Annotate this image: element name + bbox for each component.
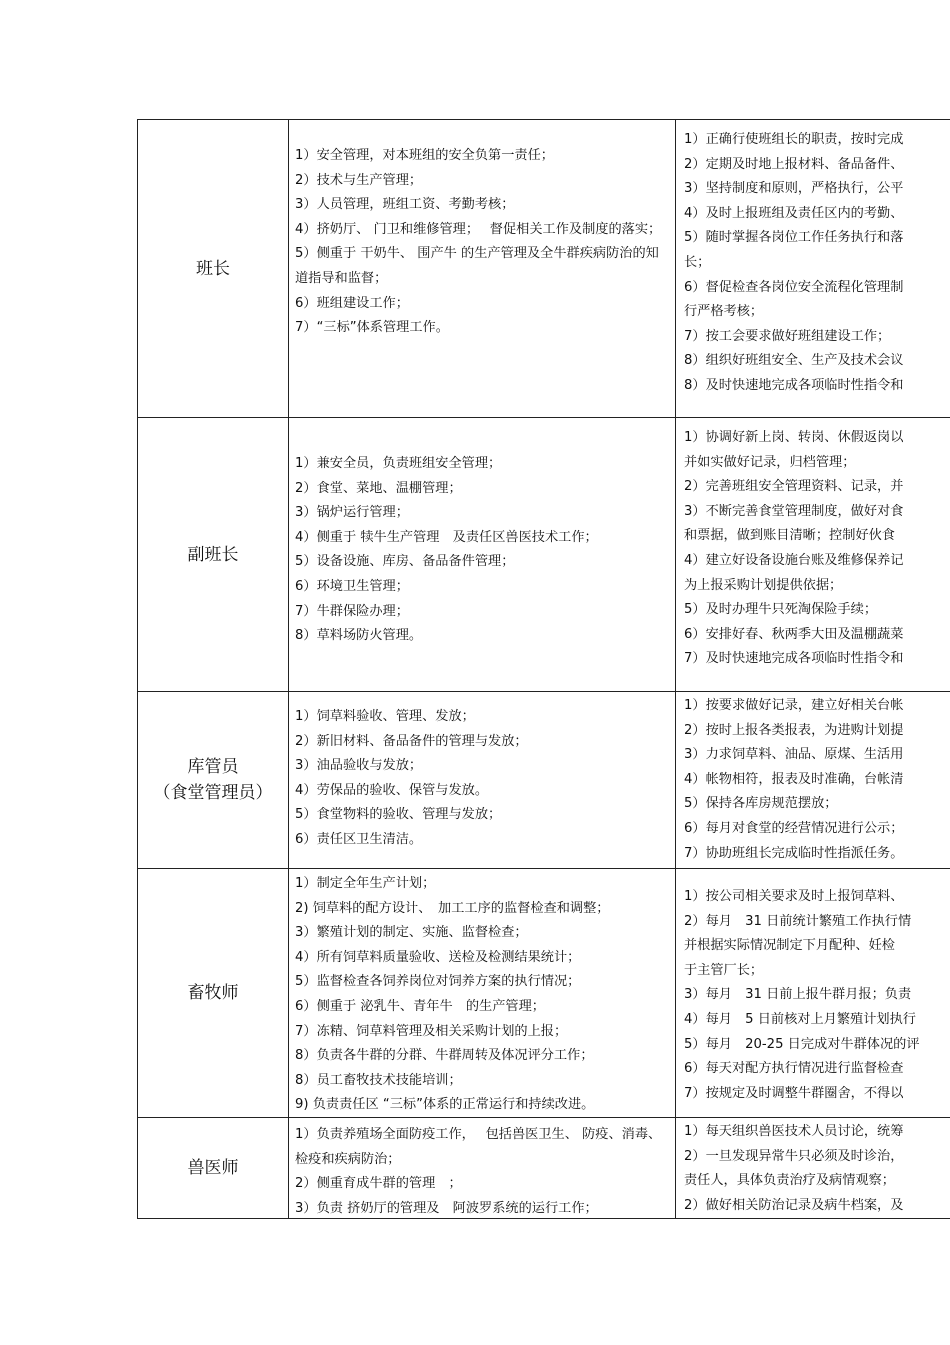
role-cell bbox=[138, 869, 289, 1118]
duty-item: 7）冻精、饲草料管理及相关采购计划的上报； bbox=[295, 1023, 568, 1039]
responsibility-item: 2）定期及时地上报材料、备品备件、 bbox=[684, 156, 904, 172]
responsibility-item: 4）建立好设备设施台账及维修保养记 bbox=[684, 552, 904, 568]
responsibility-item: 1）按要求做好记录，建立好相关台帐 bbox=[684, 698, 904, 713]
responsibility-item: 5）及时办理牛只死淘保险手续； bbox=[684, 602, 878, 618]
responsibility-item: 7）协助班组长完成临时性指派任务。 bbox=[684, 845, 904, 861]
responsibilities-cell bbox=[676, 120, 950, 418]
duty-item: 3）繁殖计划的制定、实施、监督检查； bbox=[295, 925, 528, 941]
duties-cell bbox=[289, 692, 676, 869]
table-body bbox=[138, 120, 950, 1219]
duty-item: 6）侧重于 泌乳牛、青年牛 的生产管理； bbox=[295, 998, 545, 1014]
duty-item: 4）劳保品的验收、保管与发放。 bbox=[295, 782, 489, 798]
responsibility-item: 3）不断完善食堂管理制度，做好对食 bbox=[684, 503, 904, 519]
responsibility-item: 6）安排好春、秋两季大田及温棚蔬菜 bbox=[684, 626, 904, 642]
duties-cell bbox=[289, 418, 676, 692]
duty-item: 7）“三标”体系管理工作。 bbox=[295, 320, 449, 336]
role-name: （食堂管理员） bbox=[153, 783, 273, 803]
table-row-deputy-leader bbox=[138, 418, 950, 692]
role-cell bbox=[138, 120, 289, 418]
responsibility-item: 8）组织好班组安全、生产及技术会议 bbox=[684, 353, 904, 369]
role-cell bbox=[138, 692, 289, 869]
role-name: 副班长 bbox=[187, 544, 239, 565]
responsibility-item: 5）保持各库房规范摆放； bbox=[684, 796, 838, 812]
duty-item: 2) 饲草料的配方设计、 加工工序的监督检查和调整； bbox=[295, 900, 610, 916]
duty-item: 7）牛群保险办理； bbox=[295, 603, 409, 619]
responsibility-item: 于主管厂长； bbox=[684, 962, 764, 978]
role-name: 畜牧师 bbox=[187, 983, 239, 1003]
responsibility-item: 责任人，具体负责治疗及病情观察； bbox=[684, 1173, 895, 1189]
responsibility-item: 并如实做好记录，归档管理； bbox=[684, 454, 856, 470]
duty-item: 2）新旧材料、备品备件的管理与发放； bbox=[295, 733, 528, 749]
responsibility-item: 并根据实际情况制定下月配种、妊检 bbox=[684, 938, 895, 954]
duties-cell bbox=[289, 120, 676, 418]
role-name: 班长 bbox=[196, 258, 230, 279]
duty-item: 4）挤奶厅、 门卫和维修管理； 督促相关工作及制度的落实； bbox=[295, 221, 662, 237]
duties-cell bbox=[289, 1118, 676, 1219]
duty-item: 5）侧重于 干奶牛、 围产牛 的生产管理及全牛群疾病防治的知道指导和监督； bbox=[295, 246, 659, 286]
responsibility-item: 3）力求饲草料、油品、原煤、生活用 bbox=[684, 747, 904, 763]
table-row-veterinarian bbox=[138, 1118, 950, 1219]
responsibility-item: 6）每月对食堂的经营情况进行公示； bbox=[684, 820, 904, 836]
responsibility-item: 2）按时上报各类报表，为进购计划提 bbox=[684, 722, 904, 738]
duty-item: 2）侧重育成牛群的管理 ； bbox=[295, 1176, 462, 1192]
responsibility-item: 长； bbox=[684, 254, 711, 270]
responsibility-item: 7）按规定及时调整牛群圈舍，不得以 bbox=[684, 1085, 904, 1101]
duty-item: 2）食堂、菜地、温棚管理； bbox=[295, 480, 462, 496]
duty-item: 3）锅炉运行管理； bbox=[295, 505, 409, 521]
table-row-squad-leader bbox=[138, 120, 950, 418]
responsibility-item: 为上报采购计划提供依据； bbox=[684, 577, 843, 593]
duty-item: 4）所有饲草料质量验收、送检及检测结果统计； bbox=[295, 949, 581, 965]
responsibility-item: 3）坚持制度和原则，严格执行，公平 bbox=[684, 181, 904, 197]
duty-item: 6）责任区卫生清洁。 bbox=[295, 831, 423, 847]
duty-item: 9) 负责责任区 “三标”体系的正常运行和持续改进。 bbox=[295, 1097, 595, 1113]
role-cell bbox=[138, 418, 289, 692]
responsibilities-cell bbox=[676, 1118, 950, 1219]
duty-item: 1）兼安全员，负责班组安全管理； bbox=[295, 456, 502, 471]
table-row-storekeeper bbox=[138, 692, 950, 869]
responsibility-item: 7）按工会要求做好班组建设工作； bbox=[684, 328, 891, 344]
responsibility-item: 4）及时上报班组及责任区内的考勤、 bbox=[684, 205, 904, 221]
duty-item: 6）环境卫生管理； bbox=[295, 578, 409, 594]
responsibility-item: 1）每天组织兽医技术人员讨论，统筹 bbox=[684, 1124, 904, 1139]
responsibility-item: 6）督促检查各岗位安全流程化管理制 bbox=[684, 279, 904, 295]
duty-item: 6）班组建设工作； bbox=[295, 295, 409, 311]
responsibility-item: 和票据，做到账目清晰；控制好伙食 bbox=[684, 528, 895, 544]
table-row-animal-husbandry bbox=[138, 869, 950, 1118]
responsibility-item: 4）每月 5 日前核对上月繁殖计划执行 bbox=[684, 1011, 916, 1027]
responsibility-item: 4）帐物相符，报表及时准确，台帐清 bbox=[684, 771, 904, 787]
duty-item: 4）侧重于 犊牛生产管理 及责任区兽医技术工作； bbox=[295, 529, 598, 545]
duty-item: 1）负责养殖场全面防疫工作， 包括兽医卫生、 防疫、消毒、检疫和疾病防治； bbox=[295, 1127, 662, 1167]
responsibility-item: 7）及时快速地完成各项临时性指令和 bbox=[684, 651, 904, 667]
duty-item: 8）员工畜牧技术技能培训； bbox=[295, 1072, 462, 1088]
duty-item: 2）技术与生产管理； bbox=[295, 172, 423, 188]
duty-item: 1）制定全年生产计划； bbox=[295, 876, 436, 891]
role-cell bbox=[138, 1118, 289, 1219]
duty-item: 1）安全管理，对本班组的安全负第一责任； bbox=[295, 148, 554, 163]
duty-item: 3）油品验收与发放； bbox=[295, 758, 423, 774]
responsibility-item: 6）每天对配方执行情况进行监督检查 bbox=[684, 1061, 904, 1077]
duty-table bbox=[137, 119, 950, 1219]
duty-item: 8）草料场防火管理。 bbox=[295, 628, 423, 644]
responsibility-item: 2）做好相关防治记录及病牛档案，及 bbox=[684, 1197, 904, 1213]
duty-item: 1）饲草料验收、管理、发放； bbox=[295, 709, 475, 724]
duty-item: 5）食堂物料的验收、管理与发放； bbox=[295, 807, 502, 823]
duty-item: 3）人员管理，班组工资、考勤考核； bbox=[295, 197, 515, 213]
responsibilities-cell bbox=[676, 869, 950, 1118]
responsibility-item: 2）完善班组安全管理资料、记录，并 bbox=[684, 479, 904, 495]
responsibility-item: 8）及时快速地完成各项临时性指令和 bbox=[684, 377, 904, 393]
duty-item: 3）负责 挤奶厅的管理及 阿波罗系统的运行工作； bbox=[295, 1200, 598, 1216]
responsibilities-cell bbox=[676, 418, 950, 692]
duty-item: 8）负责各牛群的分群、牛群周转及体况评分工作； bbox=[295, 1048, 594, 1064]
role-name: 兽医师 bbox=[187, 1158, 239, 1178]
responsibility-item: 1）按公司相关要求及时上报饲草料、 bbox=[684, 889, 904, 904]
responsibility-item: 5）随时掌握各岗位工作任务执行和落 bbox=[684, 230, 904, 246]
role-name: 库管员 bbox=[187, 757, 239, 777]
responsibility-item: 行严格考核； bbox=[684, 304, 764, 320]
responsibility-item: 5）每月 20-25 日完成对牛群体况的评 bbox=[684, 1036, 920, 1052]
duty-item: 5）监督检查各饲养岗位对饲养方案的执行情况； bbox=[295, 974, 581, 990]
responsibility-item: 2）每月 31 日前统计繁殖工作执行情 bbox=[684, 913, 912, 929]
responsibility-item: 2）一旦发现异常牛只必须及时诊治， bbox=[684, 1148, 904, 1164]
responsibilities-cell bbox=[676, 692, 950, 869]
responsibility-item: 3）每月 31 日前上报牛群月报；负责 bbox=[684, 987, 912, 1003]
duties-cell bbox=[289, 869, 676, 1118]
responsibility-item: 1）正确行使班组长的职责，按时完成 bbox=[684, 132, 904, 147]
duty-item: 5）设备设施、库房、备品备件管理； bbox=[295, 554, 515, 570]
responsibility-item: 1）协调好新上岗、转岗、休假返岗以 bbox=[684, 430, 904, 445]
